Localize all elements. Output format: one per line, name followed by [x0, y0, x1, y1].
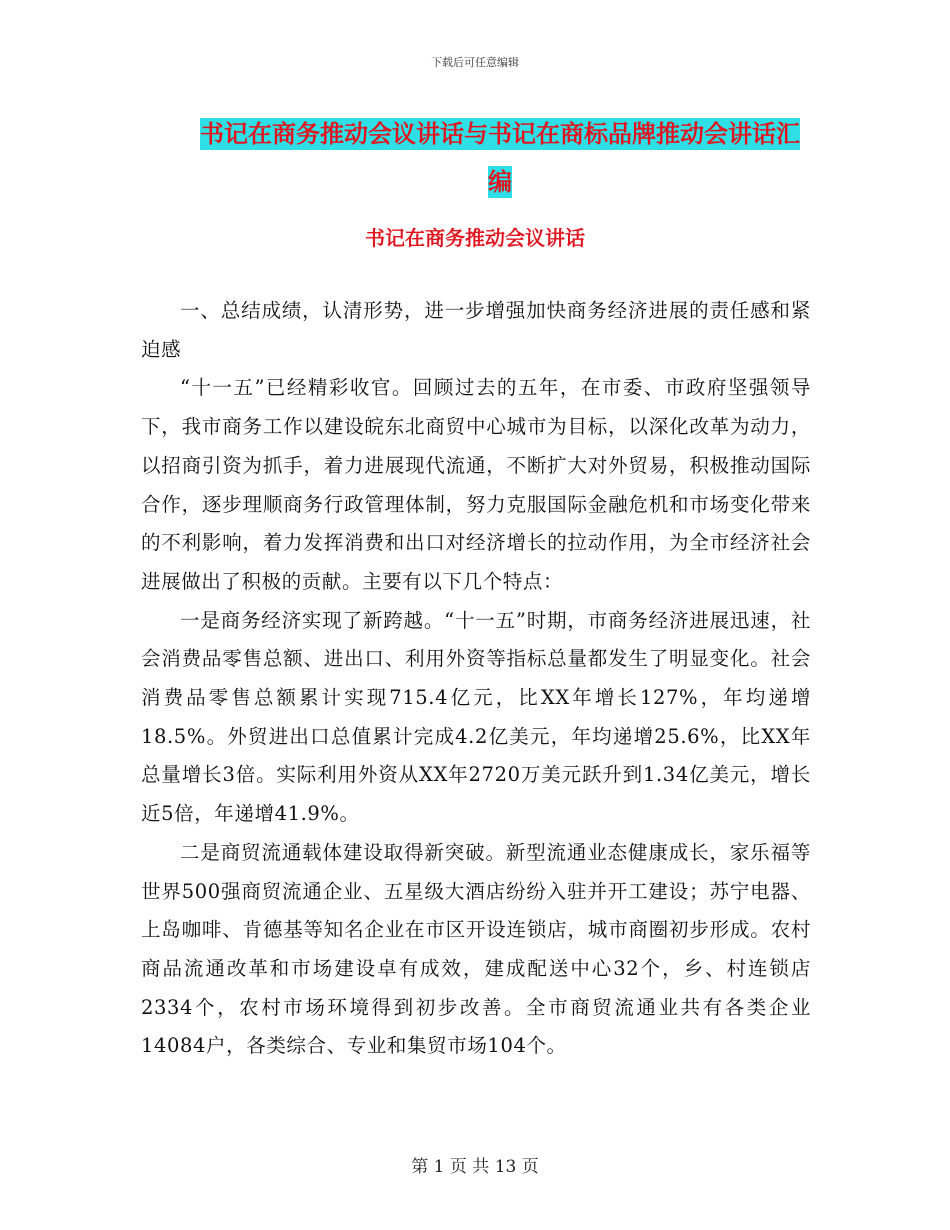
body-text [141, 292, 811, 1066]
document-title-text: 书记在商务推动会议讲话与书记在商标品牌推动会讲话汇编 [200, 120, 800, 196]
section-title: 书记在商务推动会议讲话 [365, 226, 585, 250]
page-footer: 第 1 页 共 13 页 [411, 1157, 539, 1177]
paragraph: 二是商贸流通载体建设取得新突破。新型流通业态健康成长，家乐福等世界500强商贸流通企业、五星级大酒店纷纷入驻并开工建设；苏宁电器、上岛咖啡、肯德基等知名企业在市区开设连锁店，城市商圈初步形成。农村商品流通改革和市场建设卓有成效，建成配送中心32个，乡、村连锁店2334个，农村市场环境得到初步改善。全市商贸流通业共有各类企业14084户，各类综合、专业和集贸市场104个。 [141, 840, 811, 1058]
paragraph: 一是商务经济实现了新跨越。“十一五”时期，市商务经济进展迅速，社会消费品零售总额、进出口、利用外资等指标总量都发生了明显变化。社会消费品零售总额累计实现715.4亿元，比XX年增长127%，年均递增18.5%。外贸进出口总值累计完成4.2亿美元，年均递增25.6%，比XX年总量增长3倍。实际利用外资从XX年2720万美元跃升到1.34亿美元，增长近5倍，年递增41.9%。 [141, 608, 811, 826]
paragraph: “十一五”已经精彩收官。回顾过去的五年，在市委、市政府坚强领导下，我市商务工作以建设皖东北商贸中心城市为目标，以深化改革为动力，以招商引资为抓手，着力进展现代流通，不断扩大对外贸易，积极推动国际合作，逐步理顺商务行政管理体制，努力克服国际金融危机和市场变化带来的不利影响，着力发挥消费和出口对经济增长的拉动作用，为全市经济社会进展做出了积极的贡献。主要有以下几个特点： [141, 376, 811, 593]
document-title [190, 110, 810, 206]
page-header-note: 下载后可任意编辑 [431, 56, 519, 69]
paragraph: 一、总结成绩，认清形势，进一步增强加快商务经济进展的责任感和紧迫感 [141, 299, 811, 361]
